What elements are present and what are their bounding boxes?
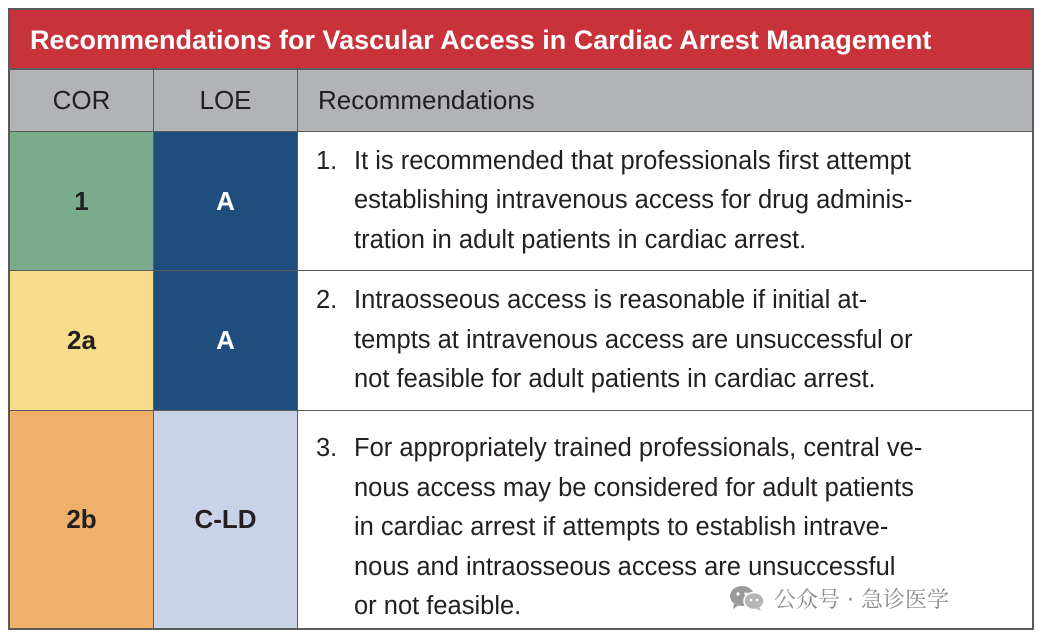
recommendation-line: not feasible for adult patients in cardiac arrest. bbox=[354, 365, 876, 394]
recommendation-line: or not feasible. bbox=[354, 592, 522, 620]
recommendation-number: 1. bbox=[316, 146, 338, 175]
row-1-recommendation bbox=[298, 132, 1032, 271]
recommendation-line: nous access may be considered for adult patients bbox=[354, 473, 914, 502]
header-cor: COR bbox=[10, 70, 154, 132]
recommendation-line: in cardiac arrest if attempts to establish intrave- bbox=[354, 513, 889, 541]
recommendation-line: It is recommended that professionals first attempt bbox=[354, 146, 911, 175]
header-recommendations: Recommendations bbox=[298, 70, 1032, 132]
recommendation-line: tempts at intravenous access are unsuccessful or bbox=[354, 325, 913, 354]
recommendation-line: For appropriately trained professionals, central ve- bbox=[354, 434, 923, 462]
wechat-icon bbox=[728, 584, 766, 612]
watermark-text: 公众号 · 急诊医学 bbox=[774, 587, 949, 613]
recommendations-table bbox=[8, 8, 1034, 630]
recommendation-line: nous and intraosseous access are unsuccessful bbox=[354, 552, 896, 581]
table-grid bbox=[10, 70, 1032, 628]
recommendation-text bbox=[354, 281, 912, 400]
recommendation-line: Intraosseous access is reasonable if initial at- bbox=[354, 286, 868, 315]
recommendation-number: 2. bbox=[316, 286, 338, 315]
watermark bbox=[728, 582, 949, 614]
recommendation-text bbox=[354, 142, 912, 261]
recommendation-item bbox=[316, 142, 912, 261]
recommendation-number: 3. bbox=[316, 434, 338, 462]
table-title: Recommendations for Vascular Access in Cardiac Arrest Management bbox=[10, 10, 1032, 70]
row-2-cor: 2a bbox=[10, 271, 154, 411]
row-1-cor: 1 bbox=[10, 132, 154, 271]
recommendation-line: tration in adult patients in cardiac arrest. bbox=[354, 225, 807, 254]
row-1-loe: A bbox=[154, 132, 298, 271]
recommendation-line: establishing intravenous access for drug adminis- bbox=[354, 186, 913, 215]
recommendation-item bbox=[316, 281, 912, 400]
header-loe: LOE bbox=[154, 70, 298, 132]
row-2-recommendation bbox=[298, 271, 1032, 411]
row-3-cor: 2b bbox=[10, 411, 154, 628]
row-2-loe: A bbox=[154, 271, 298, 411]
row-3-loe: C-LD bbox=[154, 411, 298, 628]
